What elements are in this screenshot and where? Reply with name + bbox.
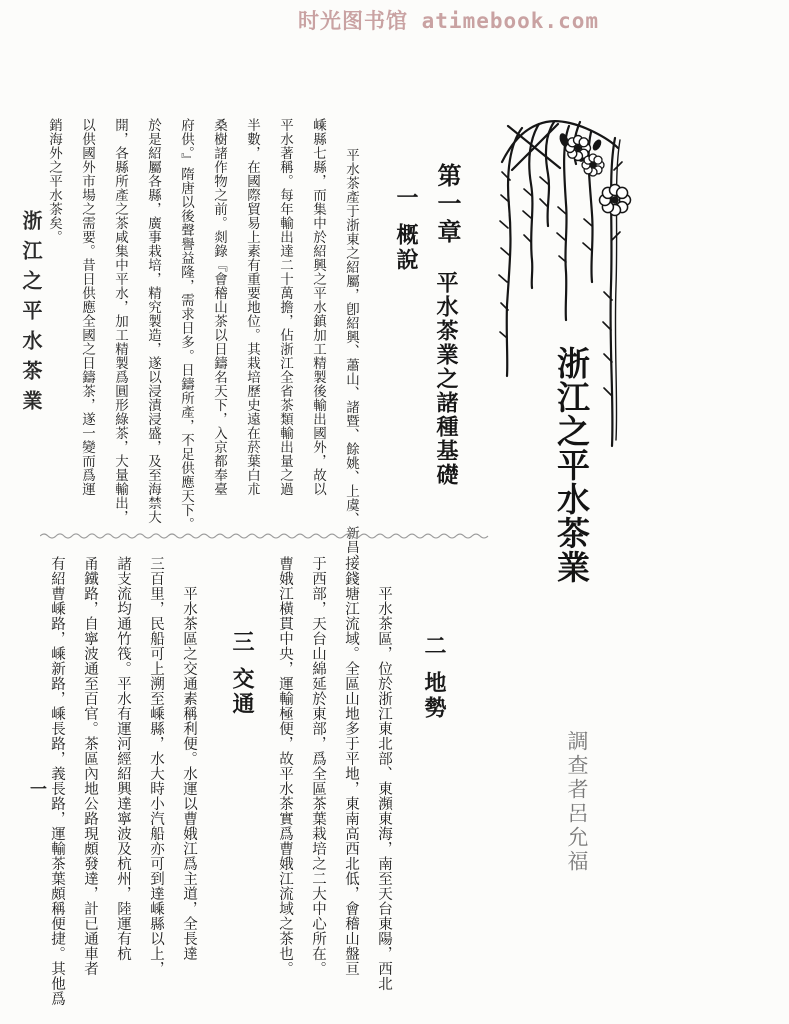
investigator-credit: 調查者呂允福 bbox=[565, 730, 589, 874]
text-column: 于西部，天台山綿延於東部，爲全區茶葉栽培之二大中心所在。 bbox=[310, 556, 326, 976]
text-column: 以供國外市場之需要。昔日供應全國之日鑄茶，遂一變而爲運 bbox=[80, 118, 95, 496]
section-name: 地勢 bbox=[422, 671, 447, 721]
page-number: 一 bbox=[27, 780, 46, 797]
strand bbox=[507, 128, 522, 376]
book-title: 浙江之平水茶業 bbox=[552, 346, 588, 584]
section-3-text bbox=[40, 556, 205, 1006]
text-column: 甬鐵路，自寧波通至百官。茶區內地公路現頗發達，計已通車者 bbox=[82, 556, 98, 976]
section-number: 二 bbox=[422, 634, 447, 656]
flower-icon bbox=[582, 154, 604, 176]
section-number: 三 bbox=[230, 630, 255, 652]
text-column: 半數，在國際貿易上素有重要地位。其栽培歷史遠在菸葉白朮 bbox=[245, 118, 260, 496]
strand bbox=[546, 122, 554, 226]
text-column: 於是紹屬各縣，廣事栽培，精究製造，遂以浸漬浸盛，及至海禁大 bbox=[146, 118, 161, 524]
text-column: 銷海外之平水茶矣。 bbox=[47, 118, 62, 244]
chapter-number: 第一章 bbox=[433, 163, 459, 247]
text-column: 開，各縣所產之茶咸集中平水，加工精製爲圓形綠茶，大量輸出， bbox=[113, 118, 128, 524]
text-column: 府供。』隋唐以後聲譽益隆，需求日多。日鑄所產，不足供應天下。 bbox=[179, 118, 194, 532]
text-column: 有紹曹嵊路，嵊新路，嵊長路，義長路，運輸茶葉頗稱便捷。其他爲 bbox=[49, 556, 65, 1006]
section-1-text bbox=[38, 118, 368, 568]
chapter-title: 平水茶業之諸種基礎 bbox=[434, 271, 459, 487]
text-column: 嵊縣七縣，而集中於紹興之平水鎮加工精製後輸出國外，故以 bbox=[311, 118, 326, 496]
chapter-heading bbox=[429, 163, 464, 487]
text-column: 接錢塘江流域。全區山地多于平地，東南高西北低，會稽山盤亘 bbox=[343, 556, 359, 976]
text-column: 三百里，民船可上溯至嵊縣，水大時小汽船亦可到達嵊縣以上， bbox=[148, 556, 164, 976]
section-2-text bbox=[268, 556, 400, 991]
crease-line bbox=[40, 529, 490, 543]
section-name: 概說 bbox=[394, 223, 419, 273]
running-title: 浙江之平水茶業 bbox=[19, 210, 41, 420]
site-watermark: 时光图书馆 atimebook.com bbox=[298, 9, 600, 33]
section-number: 一 bbox=[394, 186, 419, 208]
text-column: 平水茶區，位於浙江東北部、東瀕東海，南至天台東陽，西北 bbox=[376, 586, 392, 991]
text-column: 諸支流均通竹筏。平水有運河經紹興達寧波及杭州，陸運有杭 bbox=[115, 556, 131, 961]
text-column: 曹娥江橫貫中央，運輸極便，故平水茶實爲曹娥江流域之茶也。 bbox=[277, 556, 293, 976]
text-column: 桑樹諸作物之前。剡錄『會稽山茶以日鑄名天下，入京都奉臺 bbox=[212, 118, 227, 496]
section-name: 交通 bbox=[230, 667, 255, 717]
flower-icon bbox=[600, 185, 631, 216]
text-column: 平水茶產于浙東之紹屬，卽紹興、蕭山、諸暨、餘姚、上虞、新昌、 bbox=[344, 148, 359, 568]
section-heading-1 bbox=[391, 186, 422, 273]
section-heading-3 bbox=[227, 630, 258, 717]
text-column: 平水著稱。每年輸出達二十萬擔，佔浙江全省茶類輸出量之過 bbox=[278, 118, 293, 496]
text-column: 平水茶區之交通素稱利便。水運以曹娥江爲主道，全長達 bbox=[181, 586, 197, 961]
section-heading-2 bbox=[419, 634, 450, 721]
